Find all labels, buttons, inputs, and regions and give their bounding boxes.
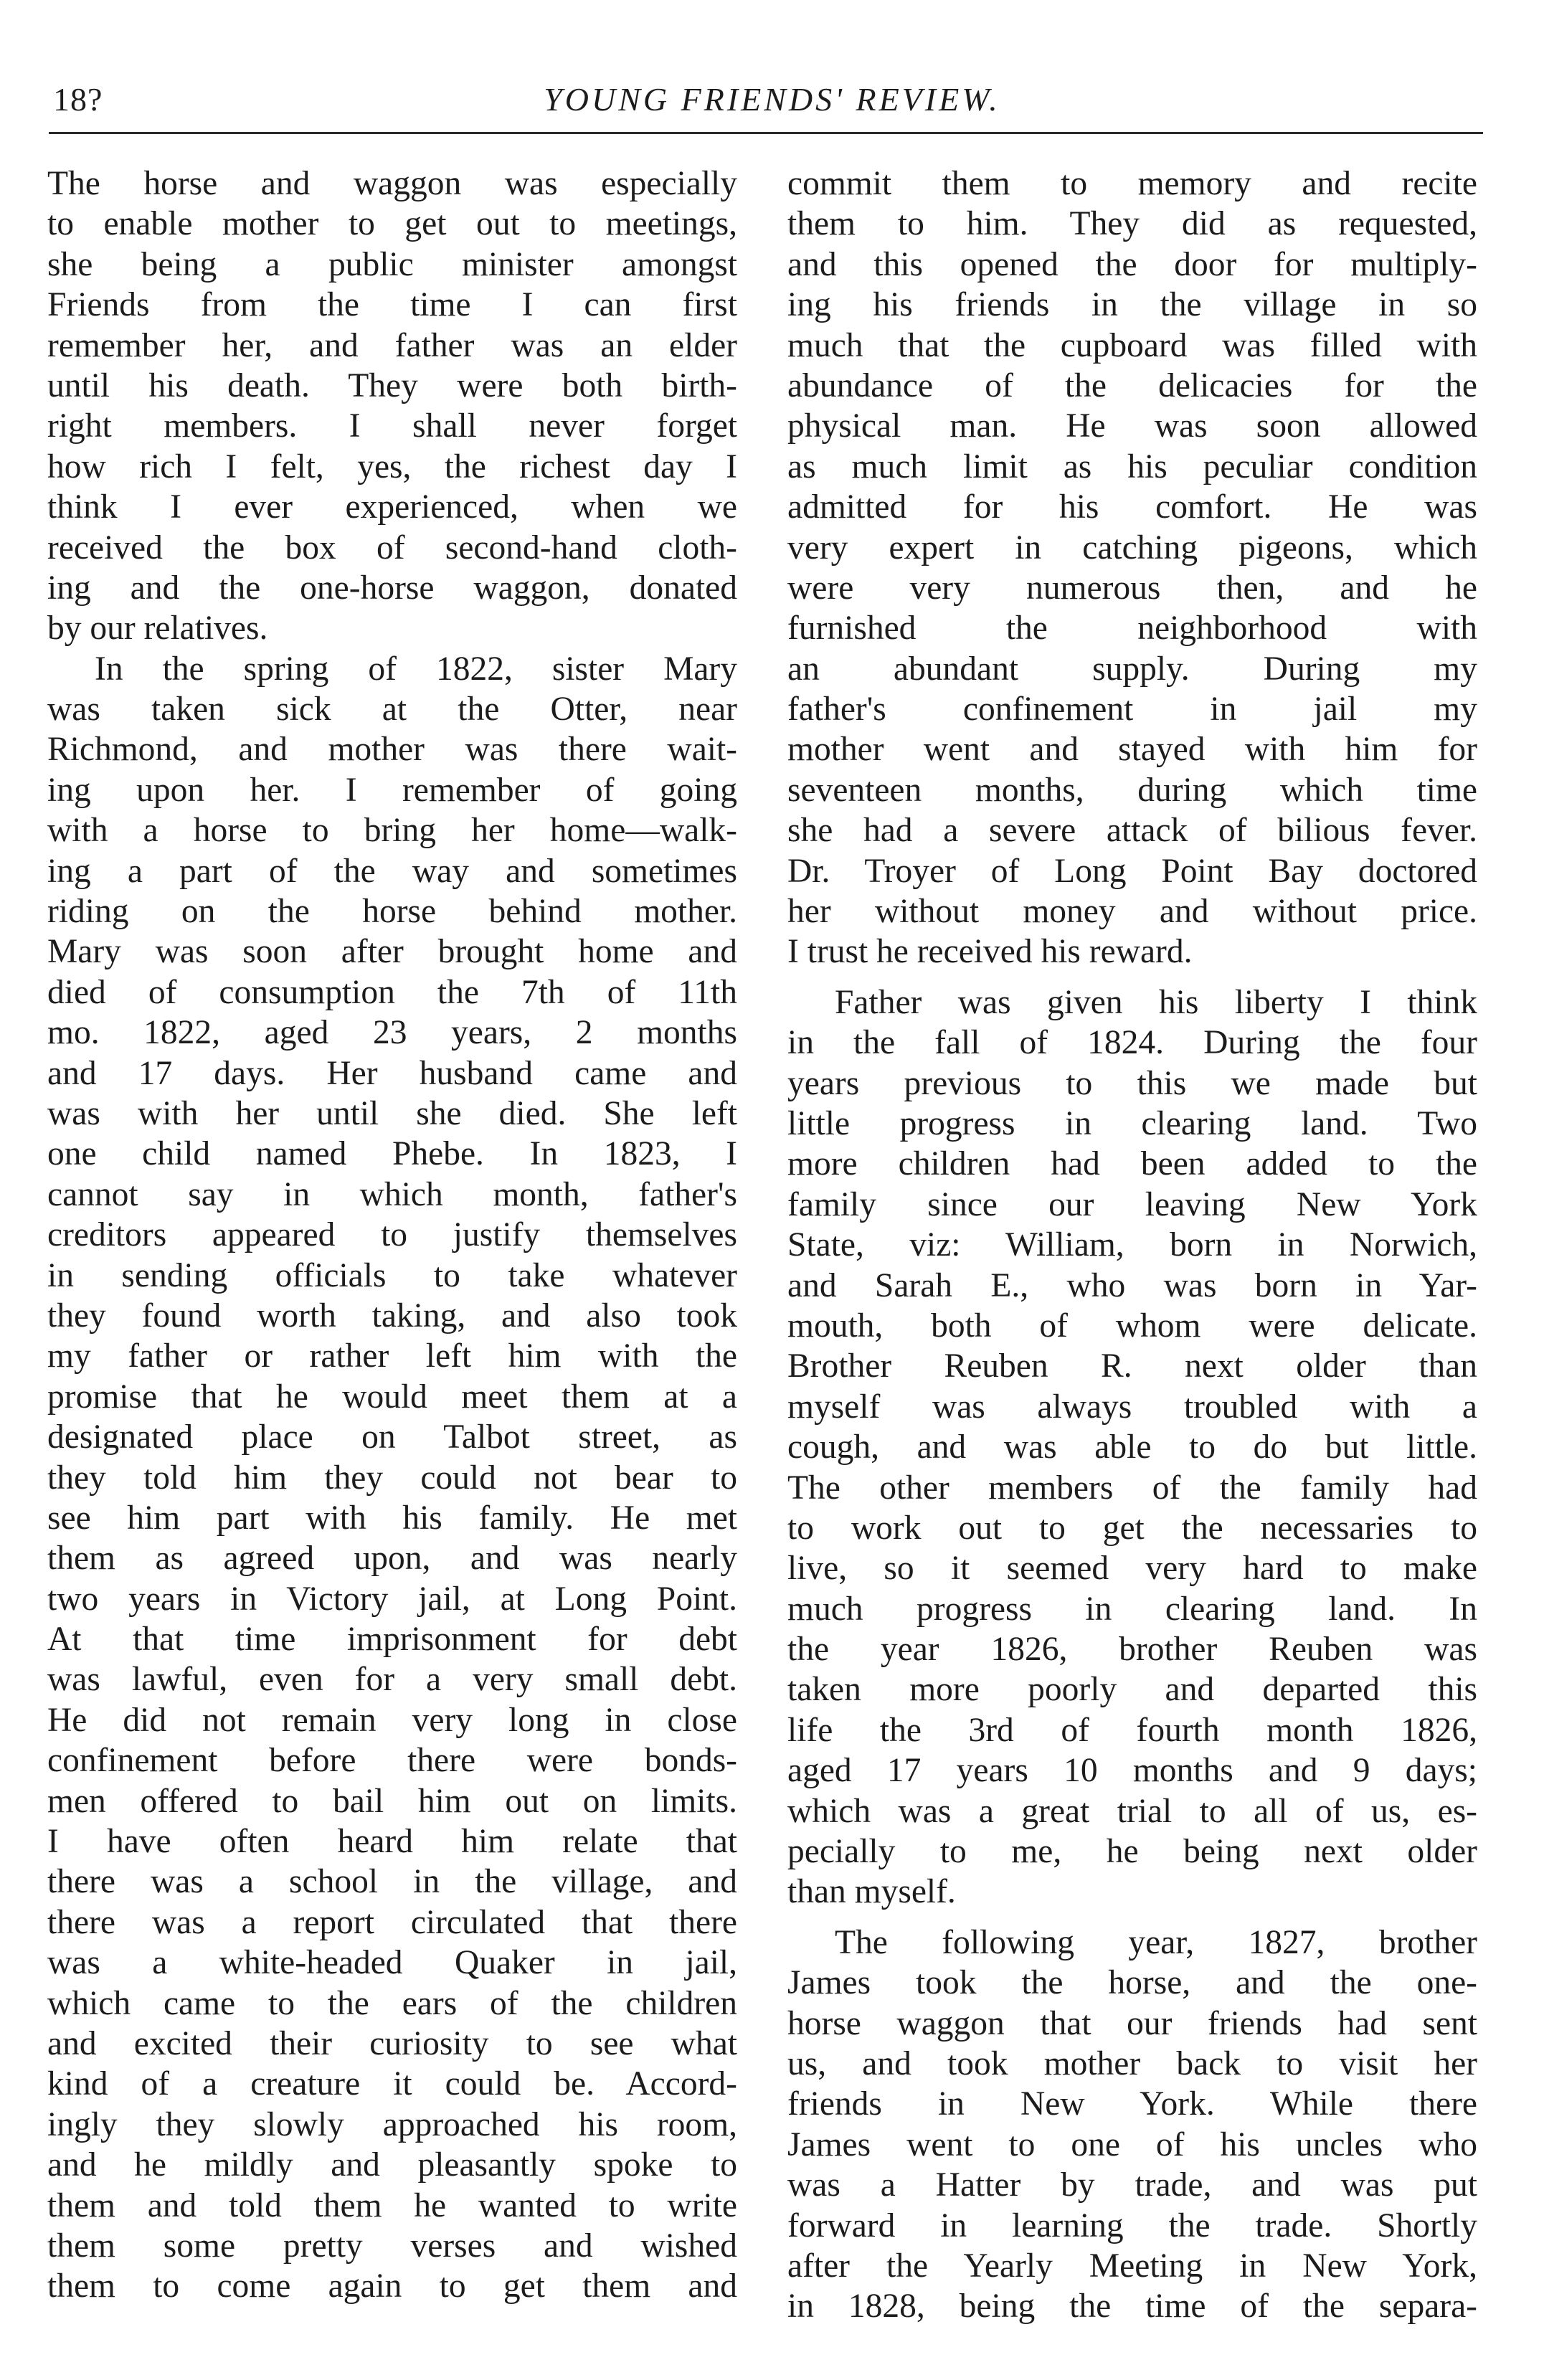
text-line: more children had been added to the [787,1145,1477,1183]
header-rule [49,132,1483,134]
text-line: I trust he received his reward. [787,933,1193,971]
text-line: life the 3rd of fourth month 1826, [787,1711,1477,1749]
text-line: was with her until she died. She left [47,1094,737,1132]
text-line: mother went and stayed with him for [787,731,1477,769]
text-line: they found worth taking, and also took [47,1296,737,1334]
text-line: them to him. They did as requested, [787,205,1477,243]
text-line: I have often heard him relate that [47,1823,737,1861]
text-line: State, viz: William, born in Norwich, [787,1226,1477,1264]
text-line: and this opened the door for multiply- [787,245,1477,283]
text-line: ing and the one-horse waggon, donated [47,569,737,607]
text-line: years previous to this we made but [787,1064,1477,1102]
text-line: she had a severe attack of bilious fever. [787,812,1477,850]
text-line: received the box of second-hand cloth- [47,528,737,566]
text-line: she being a public minister amongst [47,245,737,283]
text-line: father's confinement in jail my [787,691,1477,729]
text-line: cannot say in which month, father's [47,1175,737,1213]
text-line: seventeen months, during which time [787,771,1477,809]
text-line: mo. 1822, aged 23 years, 2 months [47,1014,737,1052]
text-line: Dr. Troyer of Long Point Bay doctored [787,852,1477,890]
text-line: kind of a creature it could be. Accord- [47,2065,737,2103]
text-line: was lawful, even for a very small debt. [47,1661,737,1699]
text-line: them some pretty verses and wished [47,2227,737,2265]
text-line: died of consumption the 7th of 11th [47,973,737,1011]
text-line: an abundant supply. During my [787,650,1477,688]
text-line: ingly they slowly approached his room, [47,2105,737,2143]
text-line: James went to one of his uncles who [787,2125,1477,2163]
text-line: in 1828, being the time of the separa- [787,2287,1477,2326]
text-line: Friends from the time I can first [47,286,737,324]
text-line: them to come again to get them and [47,2267,737,2305]
text-line: see him part with his family. He met [47,1499,737,1537]
text-line: myself was always troubled with a [787,1388,1477,1426]
text-line: much that the cupboard was filled with [787,326,1477,364]
text-line: as much limit as his peculiar condition [787,447,1477,485]
page-number: 18? [53,81,103,118]
text-line: very expert in catching pigeons, which [787,528,1477,566]
text-line: in sending officials to take whatever [47,1256,737,1294]
text-line: and excited their curiosity to see what [47,2024,737,2062]
text-line: them and told them he wanted to write [47,2186,737,2224]
text-line: and Sarah E., who was born in Yar- [787,1266,1477,1304]
text-line: physical man. He was soon allowed [787,407,1477,445]
text-line: how rich I felt, yes, the richest day I [47,447,737,485]
text-line: the year 1826, brother Reuben was [787,1631,1477,1669]
text-line: by our relatives. [47,610,268,648]
paragraph-gap [787,972,1477,982]
text-line: was a Hatter by trade, and was put [787,2166,1477,2204]
running-title: YOUNG FRIENDS' REVIEW. [544,81,1000,118]
text-line: they told him they could not bear to [47,1459,737,1497]
text-line: much progress in clearing land. In [787,1590,1477,1628]
text-line: At that time imprisonment for debt [47,1621,737,1659]
text-line: ing a part of the way and sometimes [47,852,737,890]
text-line: Richmond, and mother was there wait- [47,731,737,769]
text-line: creditors appeared to justify themselves [47,1216,737,1254]
text-line: one child named Phebe. In 1823, I [47,1135,737,1173]
text-line: there was a school in the village, and [47,1863,737,1901]
text-line: confinement before there were bonds- [47,1742,737,1780]
text-line: after the Yearly Meeting in New York, [787,2247,1477,2285]
text-line: designated place on Talbot street, as [47,1418,737,1456]
text-line: which was a great trial to all of us, es- [787,1792,1477,1830]
text-line: live, so it seemed very hard to make [787,1550,1477,1588]
text-line: forward in learning the trade. Shortly [787,2206,1477,2244]
text-line: right members. I shall never forget [47,407,737,445]
text-line: Brother Reuben R. next older than [787,1347,1477,1385]
text-line: there was a report circulated that there [47,1903,737,1941]
text-line: Mary was soon after brought home and [47,933,737,971]
text-line: to enable mother to get out to meetings, [47,205,737,243]
text-line: abundance of the delicacies for the [787,366,1477,404]
text-line: furnished the neighborhood with [787,610,1477,648]
text-line: ing upon her. I remember of going [47,771,737,809]
text-line: In the spring of 1822, sister Mary [95,650,737,688]
text-line: was taken sick at the Otter, near [47,691,737,729]
text-line: commit them to memory and recite [787,165,1477,202]
text-line: were very numerous then, and he [787,569,1477,607]
text-line: with a horse to bring her home—walk- [47,812,737,850]
text-line: my father or rather left him with the [47,1337,737,1375]
text-line: think I ever experienced, when we [47,488,737,526]
text-line: cough, and was able to do but little. [787,1428,1477,1466]
text-line: James took the horse, and the one- [787,1964,1477,2002]
text-line: Father was given his liberty I think [835,983,1477,1021]
text-line: friends in New York. While there [787,2085,1477,2123]
text-line: family since our leaving New York [787,1185,1477,1223]
text-line: in the fall of 1824. During the four [787,1024,1477,1062]
text-line: them as agreed upon, and was nearly [47,1540,737,1578]
text-line: us, and took mother back to visit her [787,2044,1477,2082]
left-column [47,163,737,2307]
paragraph-gap [787,1912,1477,1923]
text-line: horse waggon that our friends had sent [787,2004,1477,2042]
text-line: men offered to bail him out on limits. [47,1782,737,1820]
text-line: The other members of the family had [787,1469,1477,1507]
text-line: to work out to get the necessaries to [787,1509,1477,1547]
text-line: little progress in clearing land. Two [787,1104,1477,1142]
text-line: promise that he would meet them at a [47,1378,737,1416]
text-line: aged 17 years 10 months and 9 days; [787,1752,1477,1790]
text-line: and 17 days. Her husband came and [47,1054,737,1092]
text-line: her without money and without price. [787,893,1477,931]
text-line: than myself. [787,1873,956,1911]
text-line: two years in Victory jail, at Long Point. [47,1580,737,1618]
text-line: riding on the horse behind mother. [47,893,737,931]
text-line: was a white-headed Quaker in jail, [47,1944,737,1982]
text-line: admitted for his comfort. He was [787,488,1477,526]
text-line: remember her, and father was an elder [47,326,737,364]
text-line: pecially to me, he being next older [787,1833,1477,1871]
text-line: and he mildly and pleasantly spoke to [47,2146,737,2184]
right-column [787,163,1477,2327]
text-line: mouth, both of whom were delicate. [787,1307,1477,1345]
text-line: The horse and waggon was especially [47,165,737,202]
text-line: taken more poorly and departed this [787,1671,1477,1709]
text-line: He did not remain very long in close [47,1701,737,1739]
text-line: ing his friends in the village in so [787,286,1477,324]
text-line: until his death. They were both birth- [47,366,737,404]
text-line: The following year, 1827, brother [835,1923,1477,1961]
text-line: which came to the ears of the children [47,1984,737,2022]
